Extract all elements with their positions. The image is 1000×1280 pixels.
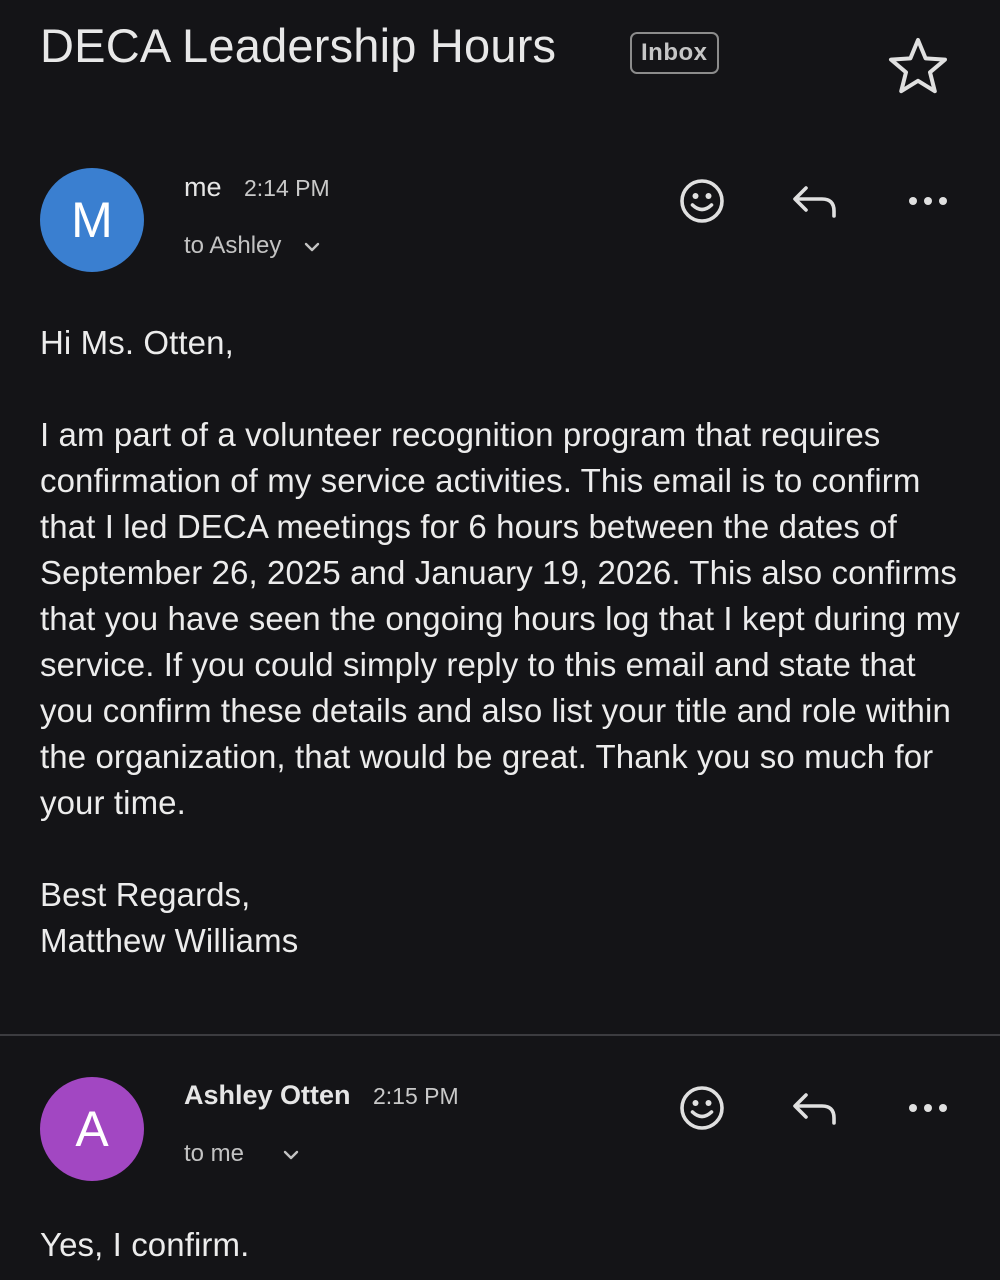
- more-icon[interactable]: [903, 1083, 953, 1133]
- timestamp: 2:15 PM: [373, 1083, 459, 1109]
- reply-icon[interactable]: [790, 1083, 840, 1133]
- sender-row: [184, 1080, 459, 1111]
- recipient-details[interactable]: [184, 232, 322, 260]
- reply-icon[interactable]: [790, 176, 840, 226]
- body-paragraph: Yes, I confirm.: [40, 1226, 250, 1263]
- chevron-down-icon[interactable]: [302, 240, 322, 254]
- sender-row: [184, 172, 330, 203]
- sender-name: me: [184, 172, 222, 202]
- recipient-label: to Ashley: [184, 232, 282, 259]
- sender-name: Ashley Otten: [184, 1080, 351, 1110]
- timestamp: 2:14 PM: [243, 175, 330, 201]
- recipient-label: to me: [184, 1140, 245, 1167]
- more-icon[interactable]: [903, 176, 953, 226]
- avatar[interactable]: A: [40, 1077, 144, 1181]
- recipient-details[interactable]: [184, 1140, 301, 1168]
- email-subject: DECA Leadership Hours: [40, 19, 557, 72]
- signoff: Best Regards,: [40, 876, 251, 913]
- message-divider: [0, 1034, 1000, 1036]
- chevron-down-icon[interactable]: [281, 1148, 301, 1162]
- body-paragraph: I am part of a volunteer recognition program that requires confirmation of my service activities. This email is to confirm that I led DECA meetings for 6 hours between the dates of September 26, 2025 and January 19, 2026. This also confirms that you have seen the ongoing hours log that I kept during my service. If you could simply reply to this email and state that you confirm these details and also list your title and role within the organization, that would be great. Thank you so much for your time.: [40, 416, 960, 821]
- message-body: [40, 1222, 960, 1268]
- greeting: Hi Ms. Otten,: [40, 324, 234, 361]
- signature: Matthew Williams: [40, 922, 299, 959]
- smiley-icon[interactable]: [677, 1083, 727, 1133]
- message-body: [40, 320, 960, 964]
- avatar[interactable]: M: [40, 168, 144, 272]
- inbox-label-badge[interactable]: Inbox: [630, 32, 719, 74]
- star-icon[interactable]: [886, 34, 950, 98]
- smiley-icon[interactable]: [677, 176, 727, 226]
